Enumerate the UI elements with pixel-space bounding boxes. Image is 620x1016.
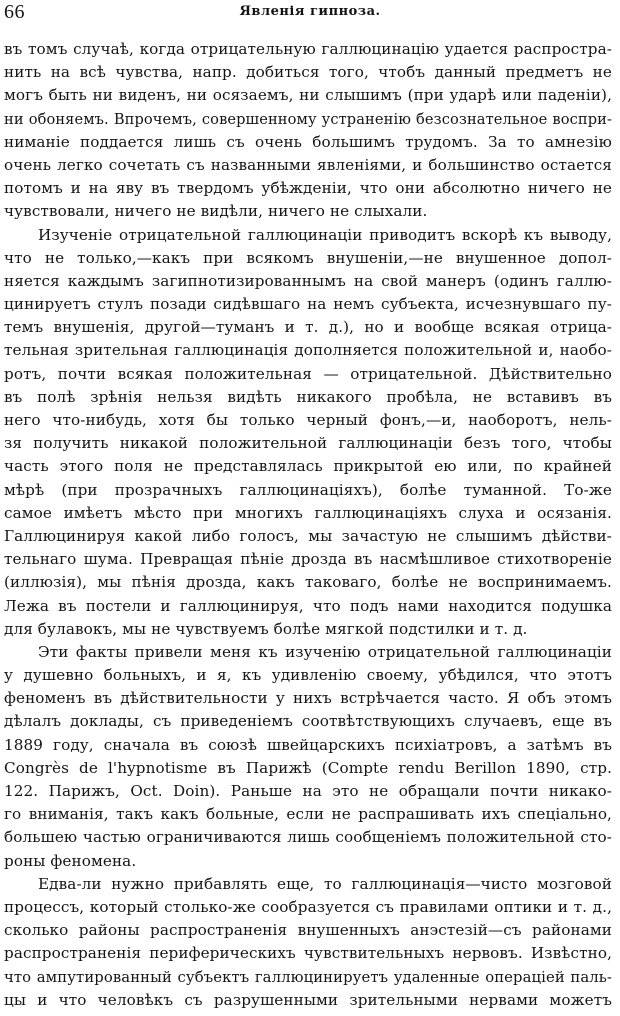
page-number: 66: [4, 1, 25, 23]
text-line: Лежа въ постели и галлюцинируя, что подъ нами находится подушка: [4, 596, 612, 615]
text-line: ни обоняемъ. Впрочемъ, совершенному устраненію безсознательное воспри-: [4, 110, 612, 128]
text-line: Эти факты привели меня къ изученію отрицательной галлюцинаціи: [38, 642, 612, 661]
text-line: въ полѣ зрѣнія нельзя видѣть никакого пробѣла, не вставивъ въ: [4, 387, 612, 406]
paragraph-4: [4, 873, 612, 1012]
text-line: нить на всѣ чувства, напр. добиться того, чтобъ данный предметъ не: [4, 63, 612, 82]
text-line: Галлюцинируя какой либо голосъ, мы зачастую не слышимъ дѣйстви-: [4, 526, 612, 545]
text-line: тельнаго шума. Превращая пѣніе дрозда въ насмѣшливое стихотвореніе: [4, 550, 612, 569]
text-line: зя получить никакой положительной галлюцинаціи безъ того, чтобы: [4, 434, 612, 453]
text-line: потомъ и на яву въ твердомъ убѣжденіи, что они абсолютно ничего не: [4, 179, 612, 198]
text-line: могъ быть ни виденъ, ни осязаемъ, ни слышимъ (при ударѣ или паденіи),: [4, 86, 612, 105]
text-line: ротъ, почти всякая положительная — отрицательной. Дѣйствительно: [4, 364, 612, 383]
text-line: няется каждымъ загипнотизированнымъ на свой манеръ (одинъ галлю-: [4, 271, 612, 290]
paragraph-2: [4, 224, 612, 641]
text-line: темъ внушенія, другой—туманъ и т. д.), но и вообще всякая отрица-: [4, 318, 612, 337]
text-line: самое имѣетъ мѣсто при многихъ галлюцинаціяхъ слуха и осязанія.: [4, 503, 612, 522]
text-line: сколько районы распространенія внушенныхъ анэстезій—съ районами: [4, 921, 612, 940]
text-line: цинируетъ стулъ позади сидѣвшаго на немъ субъекта, исчезнувшаго пу-: [4, 295, 612, 314]
text-line: въ томъ случаѣ, когда отрицательную галлюцинацію удается распростра-: [4, 40, 612, 58]
text-line: феноменъ въ дѣйствительности у нихъ встрѣчается часто. Я объ этомъ: [4, 689, 612, 708]
text-line: Congrès de l'hypnotisme въ Парижѣ (Compte rendu Berillon 1890, стр.: [4, 758, 612, 777]
text-line: Изученіе отрицательной галлюцинаціи приводитъ вскорѣ къ выводу,: [38, 225, 612, 244]
paragraph-3: [4, 641, 612, 873]
running-head: Явленія гипноза.: [239, 4, 381, 19]
text-line: Едва-ли нужно прибавлять еще, то галлюцинація—чисто мозговой: [38, 874, 612, 893]
text-line: процессъ, который столько-же сообразуется съ правилами оптики и т. д.,: [4, 897, 612, 916]
text-line: распространенія периферическихъ чувствительныхъ нервовъ. Извѣстно,: [4, 944, 612, 963]
text-line: 122. Парижъ, Oct. Doin). Раньше на это не обращали почти никако-: [4, 782, 612, 800]
text-line: цы и что человѣкъ съ разрушенными зрительными нервами можетъ: [4, 990, 612, 1009]
text-line: что не только,—какъ при всякомъ внушеніи,—не внушенное допол-: [4, 248, 612, 267]
text-line: дѣлалъ доклады, съ приведеніемъ соотвѣтствующихъ случаевъ, еще въ: [4, 712, 612, 731]
text-line: для булавокъ, мы не чувствуемъ болѣе мягкой подстилки и т. д.: [4, 619, 528, 638]
body-text: [4, 38, 612, 1012]
text-line: что ампутированный субъектъ галлюцинируетъ удаленные операціей паль-: [4, 968, 612, 986]
text-line: ниманіе поддается лишь съ очень большимъ трудомъ. За то амнезію: [4, 132, 612, 151]
text-line: него что-нибудь, хотя бы только черный фонъ,—и, наоборотъ, нель-: [4, 411, 612, 429]
text-line: роны феномена.: [4, 851, 137, 870]
text-line: 1889 году, сначала въ союзѣ швейцарскихъ психіатровъ, а затѣмъ въ: [4, 735, 612, 754]
text-line: (иллюзія), мы пѣнія дрозда, какъ таковаго, болѣе не воспринимаемъ.: [4, 573, 612, 592]
paragraph-1: [4, 38, 612, 224]
text-line: очень легко сочетать съ названными явленіями, и большинство остается: [4, 155, 612, 174]
text-line: мѣрѣ (при прозрачныхъ галлюцинаціяхъ), болѣе туманной. То-же: [4, 480, 612, 499]
text-line: го вниманія, такъ какъ больные, если не распрашивать ихъ спеціально,: [4, 805, 612, 824]
text-line: у душевно больныхъ, и я, къ удивленію своему, убѣдился, что этотъ: [4, 666, 612, 685]
text-line: чувствовали, ничего не видѣли, ничего не слыхали.: [4, 202, 428, 221]
text-line: часть этого поля не представлялась прикрытой ею или, по крайней: [4, 457, 612, 476]
text-line: тельная зрительная галлюцинація дополняется положительной и, наобо-: [4, 341, 612, 360]
text-line: большею частью ограничиваются лишь сообщеніемъ положительной сто-: [4, 828, 612, 847]
